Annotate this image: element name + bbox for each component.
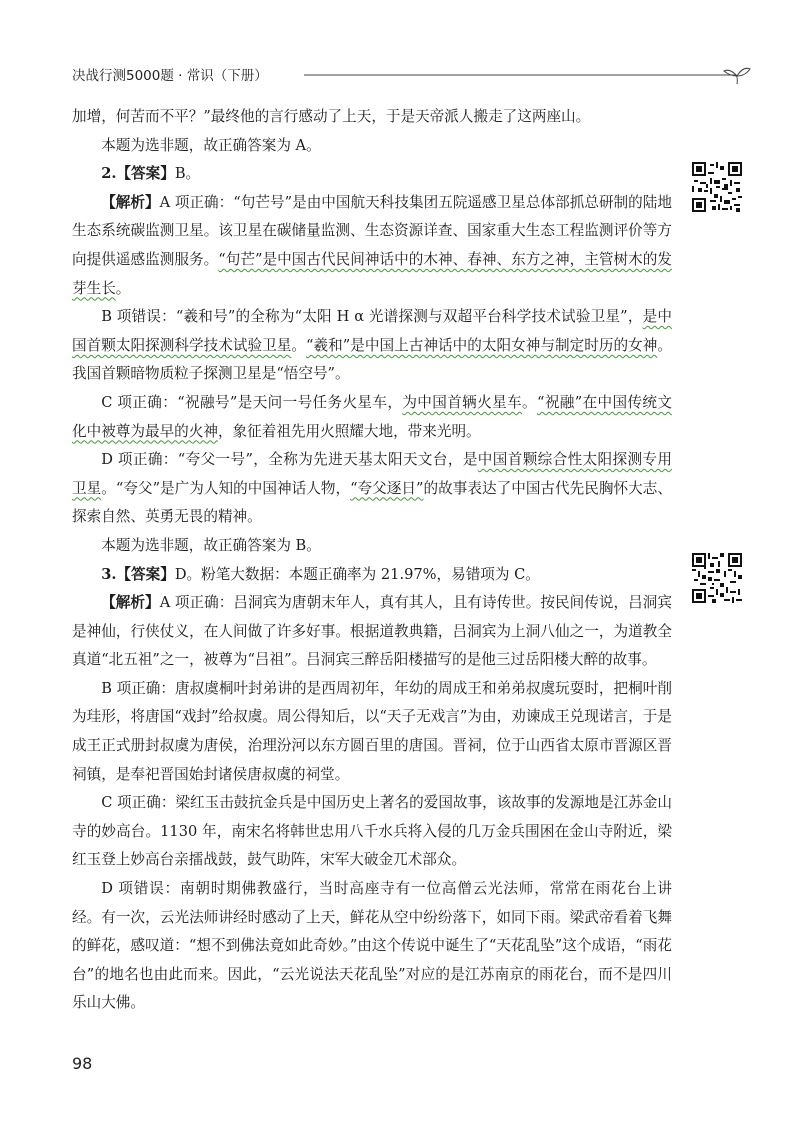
text: D 项错误：南朝时期佛教盛行，当时高座寺有一位高僧云光法师，常常在雨花台上讲经。有一次，云光法师讲经时感动了上天，鲜花从空中纷纷落下，如同下雨。梁武帝看着飞舞的鲜花，感叹道：“想不到佛法竟如此奇妙。”由这个传说中诞生了“天花乱坠”这个成语，“雨花台”的地名也由此而来。因此，“云光说法天花乱坠”对应的是江苏南京的雨花台，而不是四川乐山大佛。 <box>72 880 672 1012</box>
highlighted-text: 是中国首颗太阳探测科学技术试验卫星 <box>72 308 672 354</box>
paragraph <box>72 446 672 532</box>
paragraph <box>72 189 672 303</box>
paragraph <box>72 303 672 389</box>
text: 。 <box>522 393 537 411</box>
qr-code[interactable] <box>692 553 742 603</box>
paragraph <box>72 789 672 875</box>
running-header <box>72 62 752 92</box>
answer-label: 3.【答案】 <box>101 565 175 583</box>
answer-value: D。粉笔大数据：本题正确率为 21.97%，易错项为 C。 <box>174 565 540 583</box>
page-number: 98 <box>72 1054 93 1073</box>
text: 的故事表达了中国古代先民胸怀大志、探索自然、英勇无畏的精神。 <box>72 479 672 526</box>
highlighted-text: 中国首颗综合性太阳探测专用卫星 <box>72 451 672 497</box>
highlighted-text: “羲和”是中国上古神话中的太阳女神与制定时历的女神 <box>306 336 658 354</box>
header-rule <box>304 66 752 90</box>
paragraph <box>72 132 672 161</box>
text: ，象征着祖先用火照耀大地，带来光明。 <box>217 422 481 440</box>
paragraph <box>72 532 672 561</box>
analysis-label: 【解析】 <box>101 193 160 211</box>
text: B 项正确：唐叔虞桐叶封弟讲的是西周初年，年幼的周成王和弟弟叔虞玩耍时，把桐叶削为珪形，将唐国“戏封”给叔虞。周公得知后，以“天子无戏言”为由，劝谏成王兑现诺言，于是成王正式册封叔虞为唐侯，治理汾河以东方圆百里的唐国。晋祠，位于山西省太原市晋源区晋祠镇，是奉祀晋国始封诸侯唐叔虞的祠堂。 <box>72 679 672 783</box>
header-title: 决战行测5000题 · 常识（下册） <box>72 68 268 84</box>
highlighted-text: 为中国首辆火星车 <box>402 393 523 411</box>
highlighted-text: “祝融”在中国传统文化中被尊为最早的火神 <box>72 393 672 440</box>
text: C 项正确：梁红玉击鼓抗金兵是中国历史上著名的爱国故事，该故事的发源地是江苏金山寺的妙高台。1130 年，南宋名将韩世忠用八千水兵将入侵的几万金兵围困在金山寺附近，梁红玉登上妙高台亲擂战鼓，鼓气助阵，宋军大破金兀术部众。 <box>72 794 672 869</box>
highlighted-text: “句芒”是中国古代民间神话中的木神、春神、东方之神，主管树木的发芽生长 <box>72 250 672 297</box>
text: 本题为选非题，故正确答案为 B。 <box>101 536 321 554</box>
text: A 项正确：吕洞宾为唐朝末年人，真有其人，且有诗传世。按民间传说，吕洞宾是神仙，行侠仗义，在人间做了许多好事。根据道教典籍，吕洞宾为上洞八仙之一，为道教全真道“北五祖”之一，被尊为“吕祖”。吕洞宾三醉岳阳楼描写的是他三过岳阳楼大醉的故事。 <box>72 594 672 669</box>
text: C 项正确：“祝融号”是天问一号任务火星车， <box>101 393 403 411</box>
text: 。 <box>291 336 306 354</box>
answer-line <box>72 561 672 590</box>
text: 本题为选非题，故正确答案为 A。 <box>101 136 321 154</box>
paragraph <box>72 589 672 675</box>
text: B 项错误：“羲和号”的全称为“太阳 H α 光谱探测与双超平台科学技术试验卫星”， <box>101 308 643 326</box>
text: 加增，何苦而不平？”最终他的言行感动了上天，于是天帝派人搬走了这两座山。 <box>72 108 591 125</box>
paragraph <box>72 389 672 446</box>
answer-line <box>72 160 672 189</box>
text: 。“夸父”是广为人知的中国神话人物， <box>101 479 351 497</box>
text: D 项正确：“夸父一号”，全称为先进天基太阳天文台，是 <box>101 451 478 469</box>
highlighted-text: “夸父逐日” <box>350 479 424 497</box>
qr-code[interactable] <box>692 162 742 212</box>
paragraph <box>72 675 672 789</box>
sprout-icon <box>724 68 750 84</box>
answer-value: B。 <box>174 165 201 183</box>
answer-label: 2.【答案】 <box>101 165 175 183</box>
paragraph <box>72 875 672 1018</box>
paragraph <box>72 103 672 132</box>
text: 。我国首颗暗物质粒子探测卫星是“悟空号”。 <box>72 336 672 383</box>
text: A 项正确：“句芒号”是由中国航天科技集团五院遥感卫星总体部抓总研制的陆地生态系统碳监测卫星。该卫星在碳储量监测、生态资源详查、国家重大生态工程监测评价等方向提供遥感监测服务。 <box>72 193 672 268</box>
text: 。 <box>115 279 131 297</box>
analysis-label: 【解析】 <box>101 594 160 612</box>
page-body <box>72 103 672 1018</box>
